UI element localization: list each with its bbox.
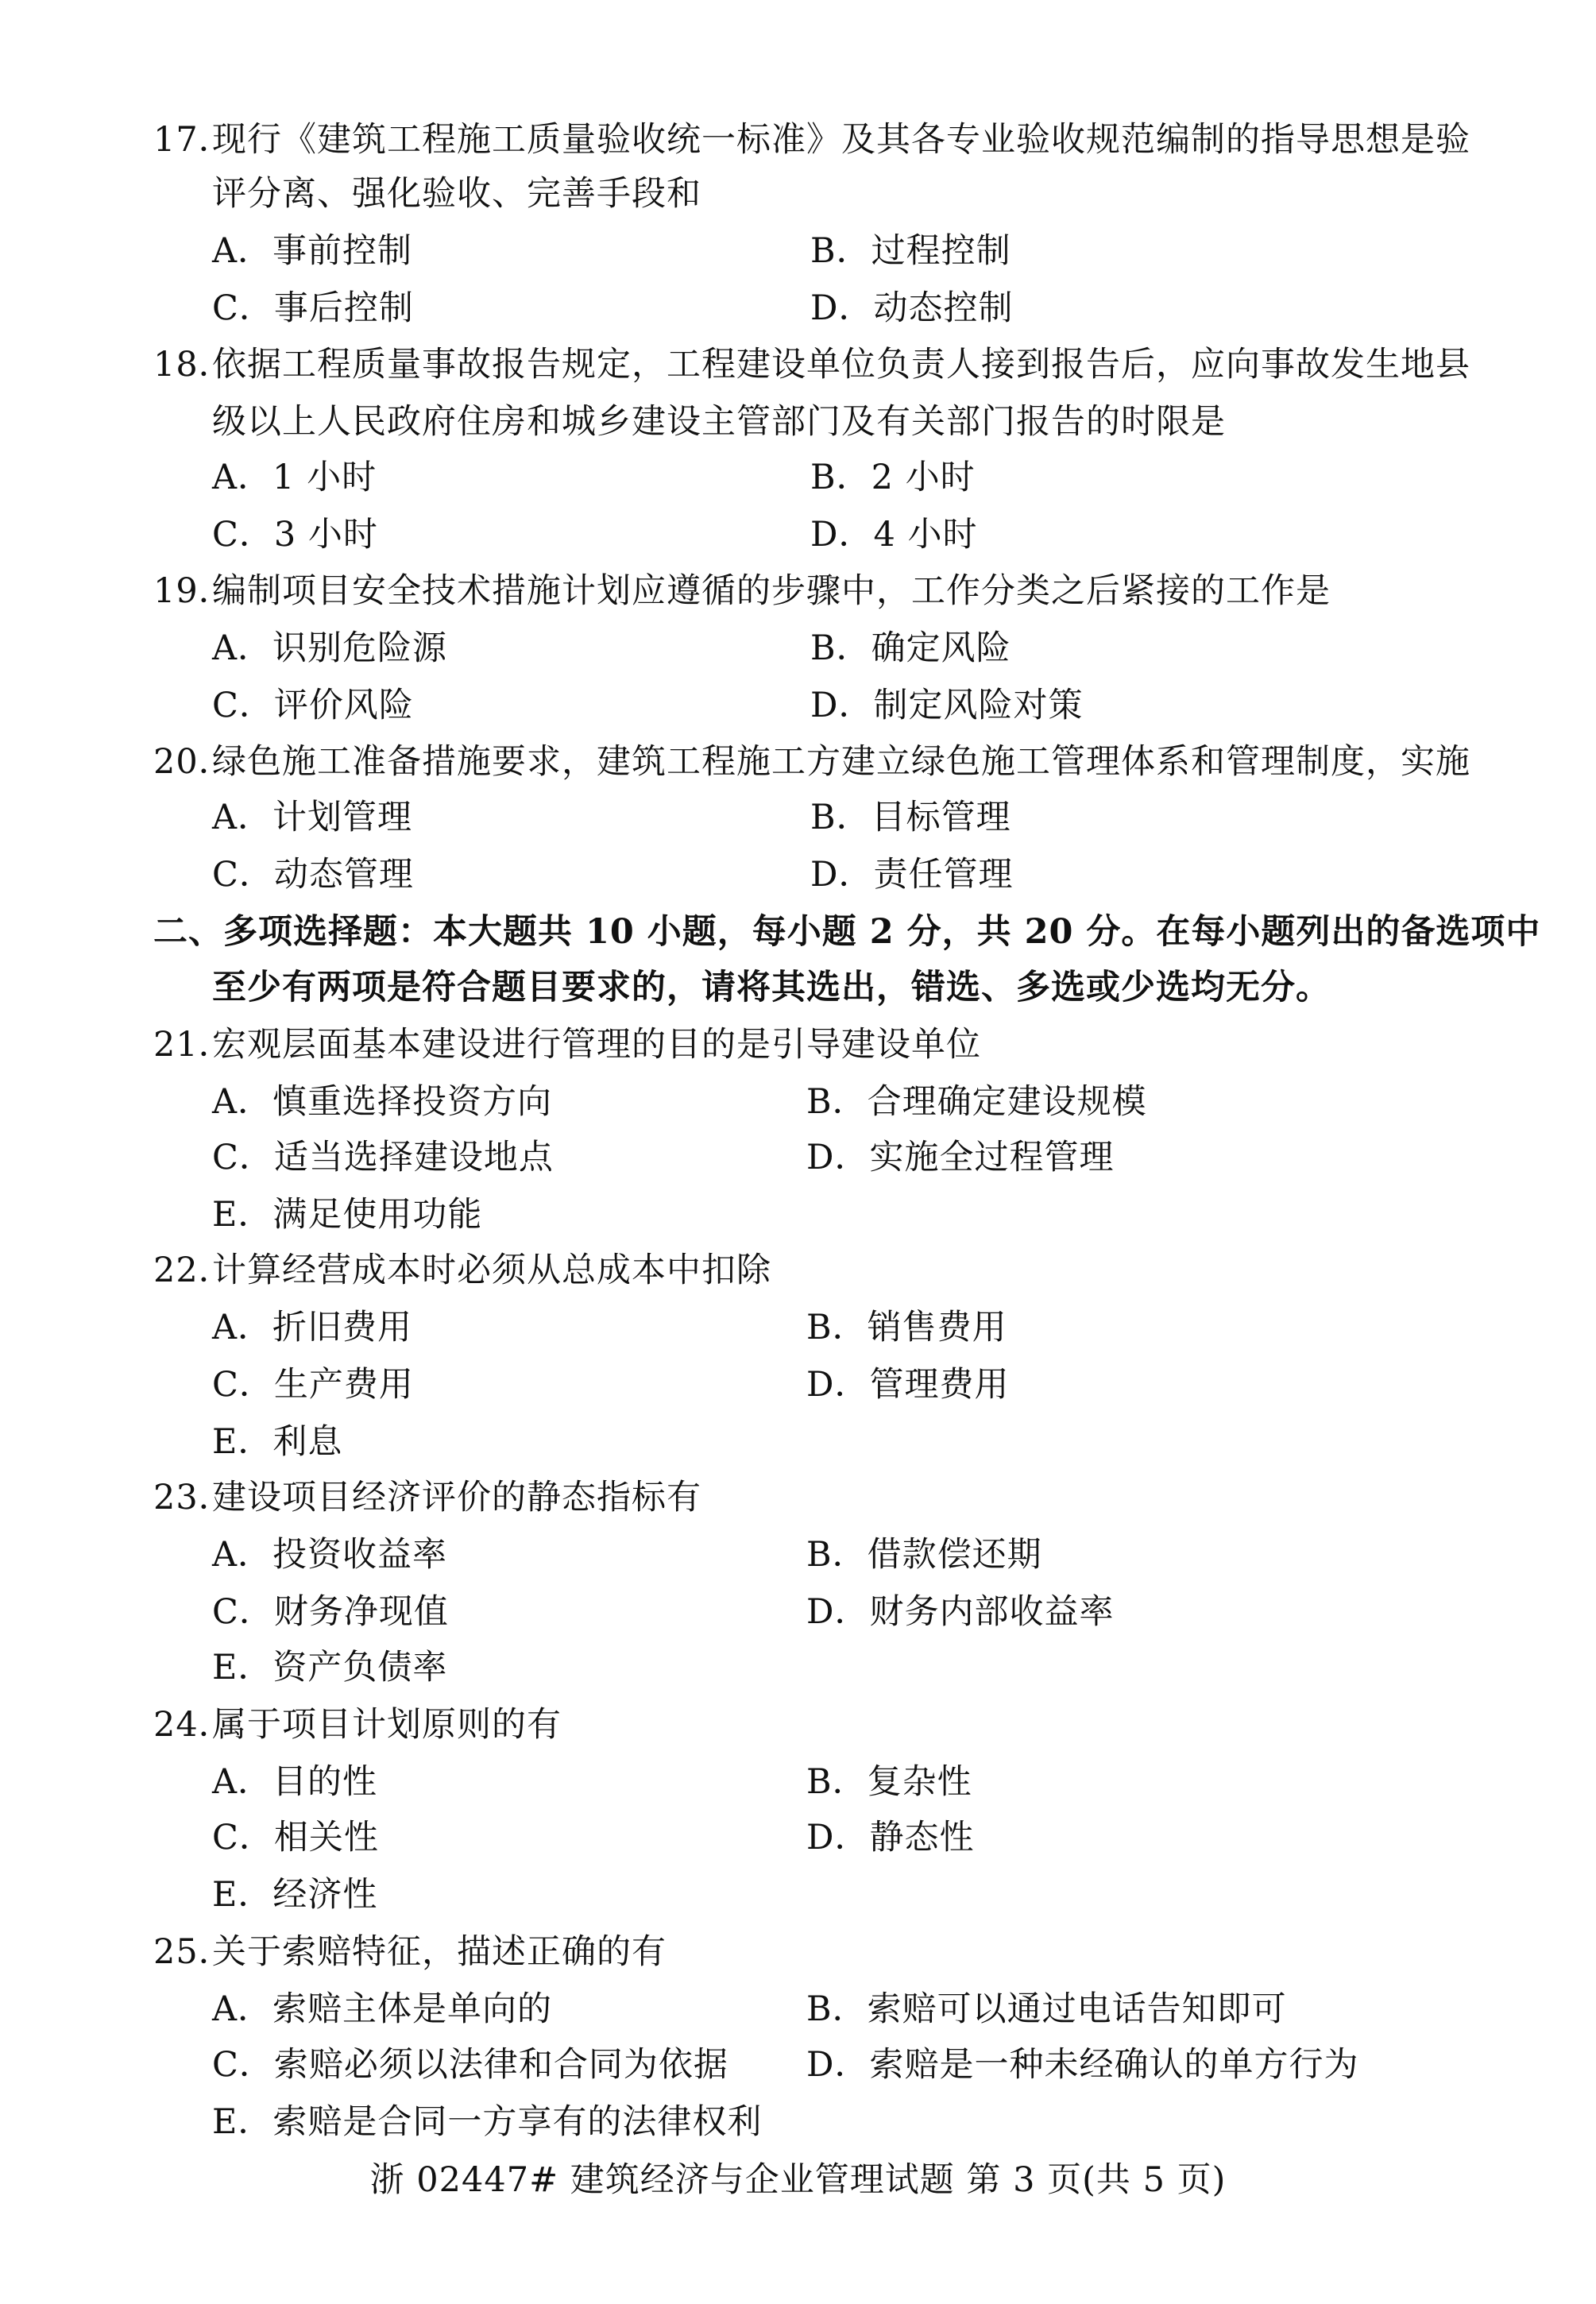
- question-20-option-b: B．目标管理: [810, 798, 1011, 837]
- question-19-option-d: D．制定风险对策: [810, 686, 1084, 725]
- question-25-stem: 关于索赔特征，描述正确的有: [212, 1932, 667, 1972]
- question-23-option-c: C．财务净现值: [212, 1592, 449, 1632]
- question-23-option-b: B．借款偿还期: [806, 1535, 1042, 1575]
- question-23-option-a: A．投资收益率: [212, 1535, 448, 1575]
- question-22-stem: 计算经营成本时必须从总成本中扣除: [212, 1251, 771, 1290]
- question-24-option-c: C．相关性: [212, 1818, 379, 1858]
- question-25-option-b: B．索赔可以通过电话告知即可: [806, 1989, 1287, 2029]
- question-19-stem-line1: 编制项目安全技术措施计划应遵循的步骤中，工作分类之后紧接的工作是: [212, 571, 1331, 611]
- question-22-option-b: B．销售费用: [806, 1308, 1007, 1347]
- question-20-number: 20．: [153, 742, 234, 782]
- question-22-option-a: A．折旧费用: [212, 1308, 413, 1347]
- question-24-option-b: B．复杂性: [806, 1762, 972, 1802]
- question-23-stem: 建设项目经济评价的静态指标有: [212, 1478, 701, 1517]
- question-19-option-b: B．确定风险: [810, 628, 1011, 668]
- question-21-option-d: D．实施全过程管理: [806, 1138, 1115, 1177]
- question-25-option-a: A．索赔主体是单向的: [212, 1989, 553, 2029]
- question-18-option-a: A．1 小时: [212, 458, 377, 497]
- question-20-stem-line1: 绿色施工准备措施要求，建筑工程施工方建立绿色施工管理体系和管理制度，实施: [212, 742, 1470, 782]
- question-17-option-a: A．事前控制: [212, 231, 413, 271]
- question-18-option-d: D．4 小时: [810, 515, 978, 555]
- question-18-stem-line1: 依据工程质量事故报告规定，工程建设单位负责人接到报告后，应向事故发生地县: [212, 345, 1470, 385]
- question-22-option-e: E．利息: [212, 1422, 343, 1462]
- question-24-stem: 属于项目计划原则的有: [212, 1705, 562, 1745]
- question-20-option-c: C．动态管理: [212, 855, 414, 895]
- question-17-option-c: C．事后控制: [212, 288, 414, 328]
- question-21-number: 21．: [153, 1025, 234, 1065]
- question-22-number: 22．: [153, 1251, 234, 1290]
- question-23-option-e: E．资产负债率: [212, 1648, 448, 1687]
- question-20-option-a: A．计划管理: [212, 798, 413, 837]
- question-17-stem-line2: 评分离、强化验收、完善手段和: [212, 174, 701, 214]
- question-24-option-e: E．经济性: [212, 1875, 378, 1915]
- question-19-option-c: C．评价风险: [212, 686, 414, 725]
- question-18-option-c: C．3 小时: [212, 515, 378, 555]
- question-25-number: 25．: [153, 1932, 234, 1972]
- question-17-stem-line1: 现行《建筑工程施工质量验收统一标准》及其各专业验收规范编制的指导思想是验: [212, 120, 1470, 160]
- section-heading-line2: 至少有两项是符合题目要求的，请将其选出，错选、多选或少选均无分。: [212, 968, 1331, 1007]
- question-25-option-d: D．索赔是一种未经确认的单方行为: [806, 2045, 1359, 2085]
- question-18-stem-line2: 级以上人民政府住房和城乡建设主管部门及有关部门报告的时限是: [212, 402, 1226, 442]
- page-footer: 浙 02447# 建筑经济与企业管理试题 第 3 页(共 5 页): [369, 2160, 1227, 2200]
- question-25-option-e: E．索赔是合同一方享有的法律权利: [212, 2102, 763, 2142]
- question-22-option-d: D．管理费用: [806, 1365, 1010, 1405]
- question-23-option-d: D．财务内部收益率: [806, 1592, 1115, 1632]
- question-18-option-b: B．2 小时: [810, 458, 976, 497]
- section-heading-line1: 二、多项选择题：本大题共 10 小题，每小题 2 分，共 20 分。在每小题列出的备选项中: [153, 912, 1541, 952]
- question-21-option-c: C．适当选择建设地点: [212, 1138, 554, 1177]
- question-21-stem: 宏观层面基本建设进行管理的目的是引导建设单位: [212, 1025, 981, 1065]
- question-23-number: 23．: [153, 1478, 234, 1517]
- question-18-number: 18．: [153, 345, 234, 385]
- question-24-number: 24．: [153, 1705, 234, 1745]
- question-21-option-b: B．合理确定建设规模: [806, 1082, 1147, 1122]
- question-24-option-a: A．目的性: [212, 1762, 378, 1802]
- question-19-option-a: A．识别危险源: [212, 628, 448, 668]
- question-22-option-c: C．生产费用: [212, 1365, 414, 1405]
- question-25-option-c: C．索赔必须以法律和合同为依据: [212, 2045, 728, 2085]
- question-17-number: 17．: [153, 120, 234, 160]
- question-19-number: 19．: [153, 571, 234, 611]
- question-24-option-d: D．静态性: [806, 1818, 975, 1858]
- question-17-option-b: B．过程控制: [810, 231, 1011, 271]
- question-21-option-a: A．慎重选择投资方向: [212, 1082, 553, 1122]
- question-17-option-d: D．动态控制: [810, 288, 1014, 328]
- question-20-option-d: D．责任管理: [810, 855, 1014, 895]
- question-21-option-e: E．满足使用功能: [212, 1195, 483, 1235]
